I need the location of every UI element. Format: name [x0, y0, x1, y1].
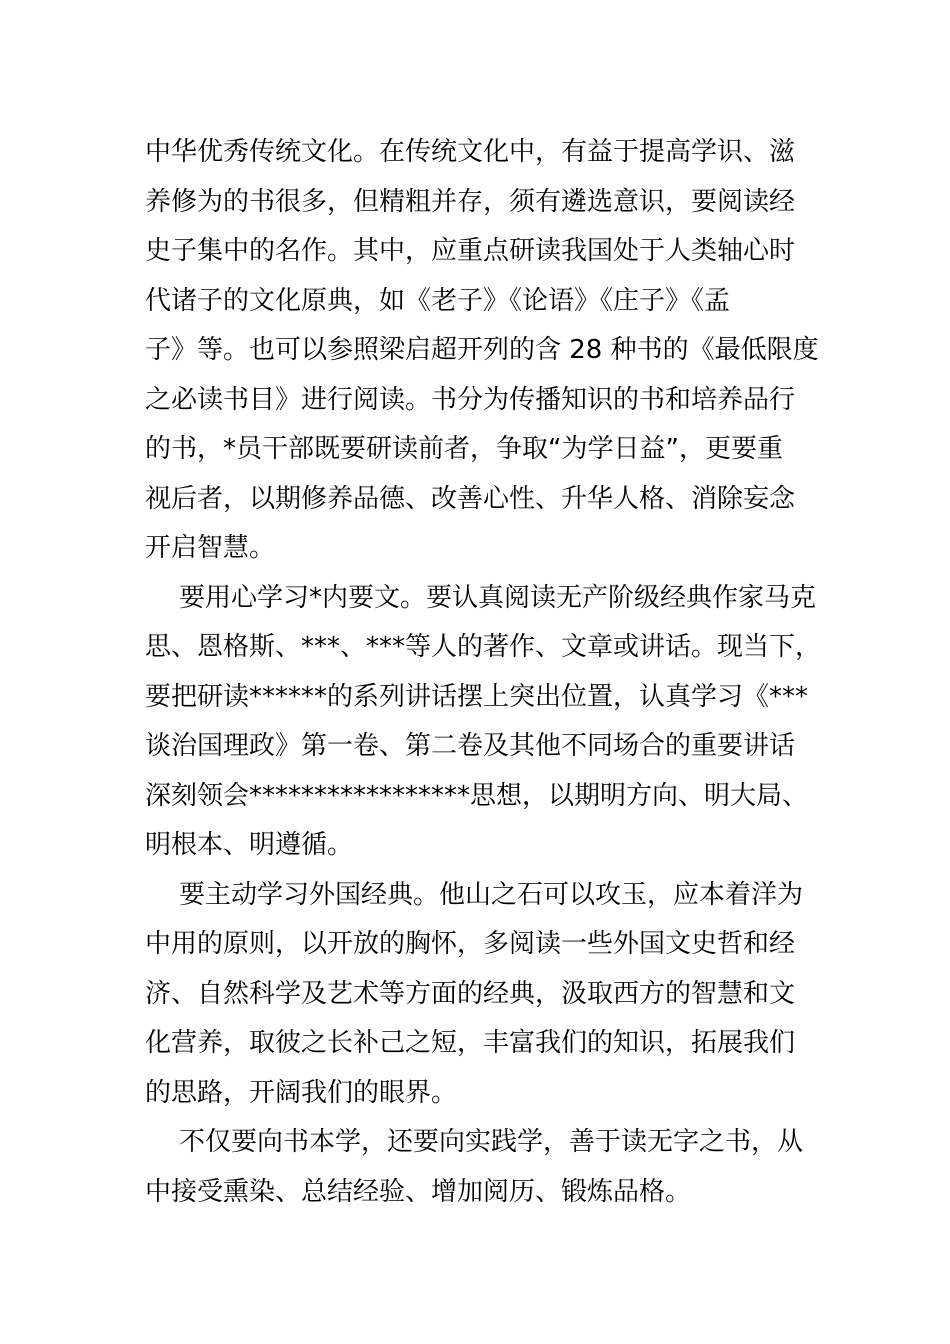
text-line: 济、自然科学及艺术等方面的经典，汲取西方的智慧和文 — [145, 978, 796, 1009]
paragraph-practice — [145, 1118, 815, 1217]
text-line: 要用心学习*内要文。要认真阅读无产阶级经典作家马克 — [179, 582, 817, 613]
text-line: 视后者，以期修养品德、改善心性、升华人格、消除妄念 — [145, 483, 796, 514]
text-line: 中用的原则，以开放的胸怀，多阅读一些外国文史哲和经 — [145, 929, 796, 959]
text-line: 史子集中的名作。其中，应重点研读我国处于人类轴心时 — [145, 236, 796, 266]
text-line: 要把研读******的系列讲话摆上突出位置，认真学习《*** — [145, 681, 809, 712]
text-line: 深刻领会*****************思想，以期明方向、明大局、 — [145, 780, 809, 811]
paragraph-important-texts — [145, 574, 822, 871]
text-line: 明根本、明遵循。 — [145, 830, 354, 860]
text-line: 代诸子的文化原典，如《老子》《论语》《庄子》《孟 — [145, 285, 731, 316]
text-line: 养修为的书很多，但精粗并存，须有遴选意识，要阅读经 — [145, 186, 796, 217]
text-line: 不仅要向书本学，还要向实践学，善于读无字之书，从 — [179, 1127, 804, 1157]
paragraph-traditional-culture — [145, 128, 819, 574]
text-line: 思、恩格斯、***、***等人的著作、文章或讲话。现当下， — [145, 632, 822, 662]
text-line: 的书，*员干部既要研读前者，争取“为学日益”，更要重 — [145, 434, 783, 464]
text-line: 谈治国理政》第一卷、第二卷及其他不同场合的重要讲话 — [145, 731, 796, 761]
body-text — [145, 128, 822, 1217]
text-line: 之必读书目》进行阅读。书分为传播知识的书和培养品行 — [145, 384, 796, 415]
paragraph-foreign-classics — [145, 871, 815, 1119]
text-line: 的思路，开阔我们的眼界。 — [145, 1077, 458, 1108]
text-line: 中接受熏染、总结经验、增加阅历、锻炼品格。 — [145, 1176, 692, 1207]
text-line: 中华优秀传统文化。在传统文化中，有益于提高学识、滋 — [145, 137, 796, 167]
text-line: 子》等。也可以参照梁启超开列的含 28 种书的《最低限度 — [145, 335, 819, 365]
text-line: 化营养，取彼之长补己之短，丰富我们的知识，拓展我们 — [145, 1028, 796, 1058]
text-line: 开启智慧。 — [145, 533, 276, 563]
text-line: 要主动学习外国经典。他山之石可以攻玉，应本着洋为 — [179, 879, 804, 910]
